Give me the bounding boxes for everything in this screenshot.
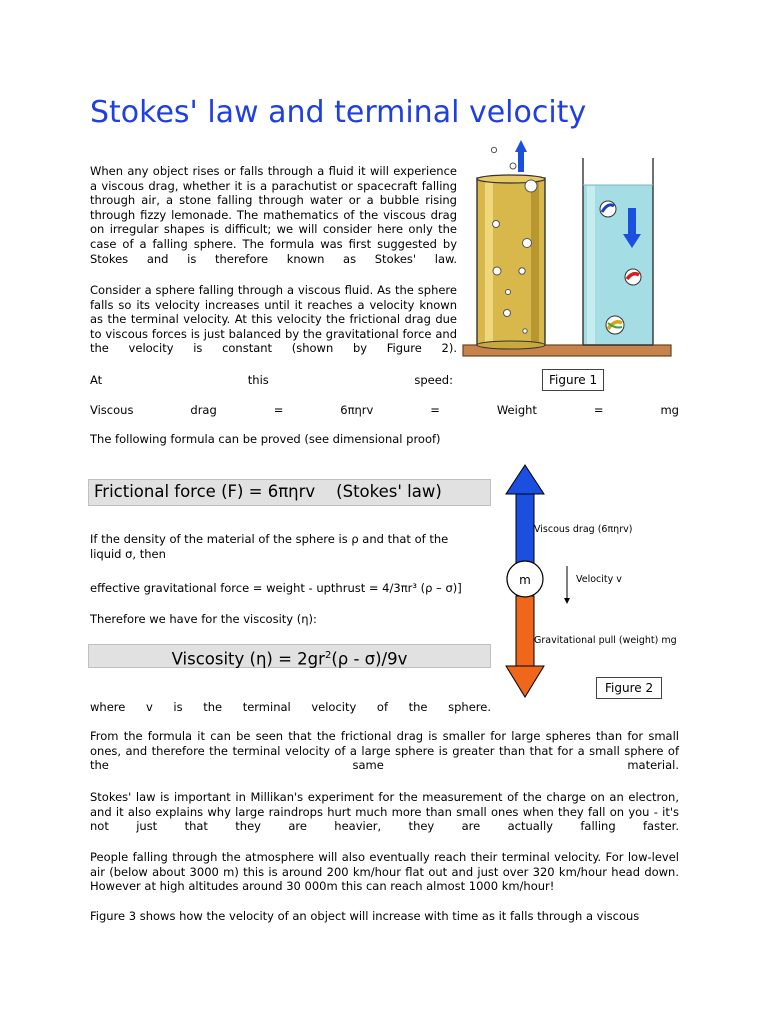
at-speed-line	[90, 373, 453, 387]
lemonade-cylinder	[477, 175, 545, 349]
figure-1-diagram	[455, 138, 677, 360]
gravitational-pull-label: Gravitational pull (weight) mg	[534, 635, 677, 646]
gravitational-pull-arrow	[506, 596, 544, 697]
stokes-formula-main: Frictional force (F) = 6πηrv	[94, 482, 316, 501]
stokes-law-formula	[88, 479, 491, 506]
density-paragraph: If the density of the material of the sphere is ρ and that of the liquid σ, then	[90, 532, 449, 561]
sphere-paragraph: Consider a sphere falling through a viscous fluid. As the sphere falls so its velocity increases until it reaches a velocity known as the terminal velocity. At this velocity the frictional drag due to viscous forces is just balanced by the gravitational force and the velocity is constant (shown by Figure 2).	[90, 283, 457, 356]
word: =	[273, 403, 284, 417]
dimensional-proof-line: The following formula can be proved (see dimensional proof)	[90, 432, 441, 446]
word: speed:	[414, 373, 453, 387]
page-title: Stokes' law and terminal velocity	[90, 95, 587, 130]
viscous-drag-label: Viscous drag (6πηrv)	[534, 524, 633, 535]
viscosity-formula-before: Viscosity (η) = 2gr	[171, 649, 325, 669]
figure-2-label: Figure 2	[596, 677, 662, 699]
word: At	[90, 373, 103, 387]
word: this	[247, 373, 269, 387]
rising-bubble-arrow-icon	[515, 140, 527, 172]
word: 6πηrv	[340, 403, 374, 417]
where-paragraph: where v is the terminal velocity of the sphere.	[90, 700, 491, 714]
word: =	[593, 403, 604, 417]
viscosity-formula-after: (ρ - σ)/9v	[331, 649, 408, 669]
figure-3-paragraph: Figure 3 shows how the velocity of an object will increase with time as it falls through a viscous	[90, 909, 640, 923]
word: drag	[190, 403, 217, 417]
intro-paragraph: When any object rises or falls through a fluid it will experience a viscous drag, whether it is a parachutist or spacecraft falling through air, a stone falling through water or a bubble rising through fizzy lemonade. The mathematics of the viscous drag on irregular shapes is difficult; we will consider here only the case of a falling sphere. The formula was first suggested by Stokes and is therefore known as Stokes' law.	[90, 164, 457, 266]
figure-1-label: Figure 1	[542, 369, 604, 391]
word: mg	[660, 403, 679, 417]
effective-force-line: effective gravitational force = weight - upthrust = 4/3πr³ (ρ – σ)]	[90, 581, 462, 595]
viscous-drag-arrow	[506, 465, 544, 566]
mass-label: m	[519, 573, 531, 587]
viscosity-intro-line: Therefore we have for the viscosity (η):	[90, 612, 317, 626]
millikan-paragraph: Stokes' law is important in Millikan's experiment for the measurement of the charge on an electron, and it also explains why large raindrops hurt much more than small ones when they fall on you - it's not just that they are heavier, they are actually falling faster.	[90, 790, 679, 834]
stokes-formula-note: (Stokes' law)	[336, 482, 442, 501]
formula-paragraph: From the formula it can be seen that the frictional drag is smaller for large spheres than for small ones, and therefore the terminal velocity of a large sphere is greater than that for a small sphere of the same material.	[90, 729, 679, 773]
figure-2-diagram	[500, 462, 678, 702]
drag-equation	[90, 403, 679, 417]
velocity-arrow-icon	[564, 566, 570, 604]
viscosity-formula	[88, 644, 491, 668]
word: =	[430, 403, 440, 417]
terminal-velocity-people-paragraph: People falling through the atmosphere will also eventually reach their terminal velocity. For low-level air (below about 3000 m) this is around 200 km/hour flat out and just over 320 km/hour head down. However at high altitudes around 30 000m this can reach almost 1000 km/hour!	[90, 850, 679, 894]
viscosity-formula-sup: 2	[324, 650, 332, 661]
velocity-label: Velocity v	[576, 574, 622, 585]
word: Viscous	[90, 403, 134, 417]
word: Weight	[496, 403, 537, 417]
